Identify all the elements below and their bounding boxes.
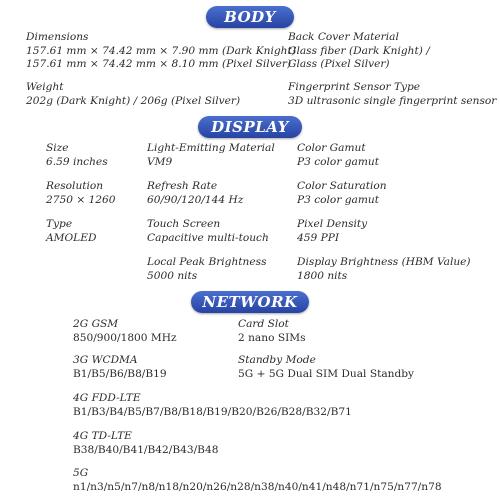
- spec-value: Glass (Pixel Silver): [288, 58, 390, 70]
- spec-pixel-density: [297, 218, 367, 245]
- spec-resolution: [46, 180, 116, 207]
- spec-label: Touch Screen: [147, 218, 221, 230]
- spec-3g-wcdma: [73, 354, 167, 381]
- spec-weight: [26, 81, 240, 108]
- spec-label: Standby Mode: [238, 354, 316, 366]
- spec-fingerprint: [288, 81, 496, 108]
- spec-size: [46, 142, 108, 169]
- spec-label: Local Peak Brightness: [147, 256, 267, 268]
- spec-value: 459 PPI: [297, 231, 340, 244]
- spec-standby-mode: [238, 354, 414, 381]
- spec-label: Card Slot: [238, 318, 289, 330]
- spec-value: 3D ultrasonic single fingerprint sensor: [288, 94, 497, 107]
- spec-card-slot: [238, 318, 306, 345]
- spec-value: 2 nano SIMs: [238, 331, 306, 344]
- spec-value: 157.61 mm × 74.42 mm × 8.10 mm (Pixel Silver): [26, 58, 292, 70]
- spec-value: 2750 × 1260: [46, 193, 116, 206]
- network-section-heading: NETWORK: [191, 291, 309, 313]
- spec-light-emitting: [147, 142, 275, 169]
- spec-5g: [73, 467, 442, 494]
- spec-value: VM9: [147, 155, 173, 168]
- spec-color-gamut: [297, 142, 379, 169]
- display-section-heading: DISPLAY: [198, 116, 302, 138]
- spec-value: 157.61 mm × 74.42 mm × 7.90 mm (Dark Knight): [26, 44, 296, 57]
- spec-type: [46, 218, 96, 245]
- spec-label: Dimensions: [26, 31, 89, 43]
- spec-value: 5000 nits: [147, 269, 198, 282]
- spec-label: 5G: [73, 467, 89, 479]
- spec-value: 60/90/120/144 Hz: [147, 193, 244, 206]
- spec-touch-screen: [147, 218, 269, 245]
- spec-value: Capacitive multi-touch: [147, 231, 269, 244]
- spec-label: Color Gamut: [297, 142, 366, 154]
- spec-label: Size: [46, 142, 69, 154]
- spec-value: AMOLED: [46, 231, 97, 244]
- spec-label: 4G TD-LTE: [73, 430, 132, 442]
- spec-2g-gsm: [73, 318, 177, 345]
- spec-hbm-brightness: [297, 256, 471, 283]
- spec-value: 850/900/1800 MHz: [73, 331, 177, 344]
- spec-value: P3 color gamut: [297, 155, 379, 168]
- spec-label: Resolution: [46, 180, 104, 192]
- spec-4g-td-lte: [73, 430, 218, 457]
- spec-value: n1/n3/n5/n7/n8/n18/n20/n26/n28/n38/n40/n41/n48/n71/n75/n77/n78: [73, 480, 442, 493]
- spec-4g-fdd-lte: [73, 392, 352, 419]
- spec-label: Type: [46, 218, 73, 230]
- spec-label: Display Brightness (HBM Value): [297, 256, 471, 268]
- spec-dimensions: [26, 31, 296, 72]
- spec-label: 4G FDD-LTE: [73, 392, 141, 404]
- spec-value: B1/B3/B4/B5/B7/B8/B18/B19/B20/B26/B28/B32/B71: [73, 405, 352, 418]
- spec-label: Weight: [26, 81, 64, 93]
- spec-back-cover: [288, 31, 430, 72]
- spec-value: 6.59 inches: [46, 155, 108, 168]
- spec-value: 202g (Dark Knight) / 206g (Pixel Silver): [26, 94, 241, 107]
- spec-local-peak-brightness: [147, 256, 267, 283]
- spec-value: Glass fiber (Dark Knight) /: [288, 44, 430, 57]
- spec-value: P3 color gamut: [297, 193, 379, 206]
- spec-label: 2G GSM: [73, 318, 119, 330]
- spec-value: 1800 nits: [297, 269, 348, 282]
- spec-value: 5G + 5G Dual SIM Dual Standby: [238, 367, 415, 380]
- spec-refresh-rate: [147, 180, 243, 207]
- spec-label: Color Saturation: [297, 180, 387, 192]
- spec-label: Light-Emitting Material: [147, 142, 275, 154]
- spec-label: Refresh Rate: [147, 180, 218, 192]
- spec-label: Back Cover Material: [288, 31, 399, 43]
- spec-color-saturation: [297, 180, 387, 207]
- spec-label: Pixel Density: [297, 218, 368, 230]
- body-section-heading: BODY: [206, 6, 294, 28]
- spec-label: Fingerprint Sensor Type: [288, 81, 421, 93]
- spec-label: 3G WCDMA: [73, 354, 138, 366]
- spec-value: B38/B40/B41/B42/B43/B48: [73, 443, 219, 456]
- spec-value: B1/B5/B6/B8/B19: [73, 367, 167, 380]
